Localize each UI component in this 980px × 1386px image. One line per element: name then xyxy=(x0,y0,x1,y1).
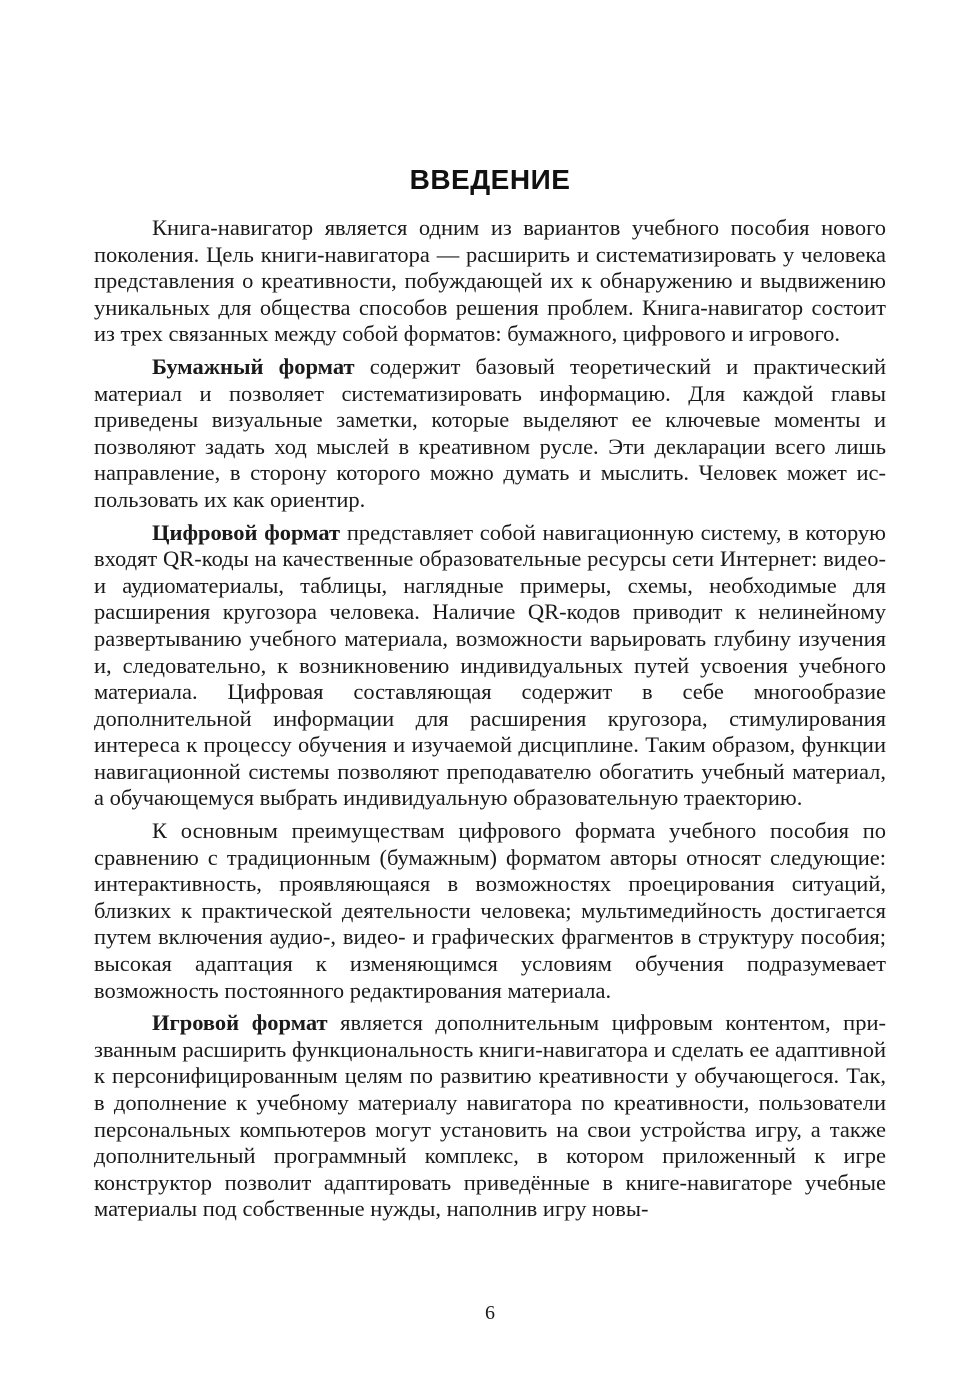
paragraph-text: представляет собой навигационную систему, в которую входят QR-коды на качественные образовательные ресурсы сети Интернет: видео- и аудиоматериалы, таблицы, наглядные примеры, схемы, необходимые для расширения кругозора человека. Наличие QR-кодов приводит к нелинейному развертыванию учебного материала, возможности варьировать глубину изучения и, следовательно, к возникновению индивидуальных путей усвоения учебного материала. Цифровая составляющая содержит в себе многообразие дополнительной информации для расширения кругозора, стимулирования интереса к процессу обучения и изучаемой дисциплине. Таким образом, функции навигационной системы позволяют преподавателю обогатить учебный материал, а обучающемуся выбрать индивидуальную образовательную траекторию. xyxy=(94,519,886,811)
paragraph-intro xyxy=(94,215,886,348)
paragraph-digital-format xyxy=(94,520,886,813)
page-number: 6 xyxy=(485,1302,495,1324)
paragraph-game-format xyxy=(94,1010,886,1223)
paragraph-lead: Игровой формат xyxy=(152,1010,328,1036)
paragraph-text: К основным преимуществам цифрового формата учебного пособия по сравнению с традиционным (бумажным) форматом авторы относят следующие: интерактивность, проявляющаяся в возможностях проецирования ситуаций, близких к практической деятельности человека; мультимедийность достигается путем включения аудио-, видео- и графических фрагментов в структуру пособия; высокая адаптация к изменяющимся условиям обучения подразумевает возможность постоянного редактирования материала. xyxy=(94,818,886,1003)
paragraph-lead: Цифровой формат xyxy=(152,519,341,545)
paragraph-text: является дополнительным цифровым контентом, призванным расширить функциональность книги-навигатора и сделать ее адаптивной к персонифицированным целям по развитию креативности у обучающегося. Так, в дополнение к учебному материалу навигатора по креативности, пользователи персональных компьютеров могут установить на свои устройства игру, а также дополнительный программный комплекс, в котором приложенный к игре конструктор позволит адаптировать приведённые в книге-навигаторе учебные материалы под собственные нужды, наполнив игру новы- xyxy=(94,1010,886,1222)
paragraph-advantages xyxy=(94,818,886,1004)
body-text xyxy=(94,215,886,1229)
paragraph-paper-format xyxy=(94,354,886,514)
paragraph-text: содержит базовый теоретический и практический материал и позволяет систематизировать информацию. Для каждой главы приведены визуальные заметки, которые выделяют ее ключевые моменты и позволяют задать ход мыслей в креативном русле. Эти декларации всего лишь направление, в сторону которого можно думать и мыслить. Человек может использовать их как ориентир. xyxy=(94,353,886,512)
page-title: ВВЕДЕНИЕ xyxy=(409,164,571,195)
paragraph-lead: Бумажный формат xyxy=(152,353,355,379)
paragraph-text: Книга-навигатор является одним из вариантов учебного пособия нового поколения. Цель книги-навигатора — расширить и систематизировать у человека представления о креативности, побуждающей их к обнаружению и выдвижению уникальных для общества способов решения проблем. Книга-навигатор состоит из трех связанных между собой форматов: бумажного, цифрового и игрового. xyxy=(94,215,886,347)
